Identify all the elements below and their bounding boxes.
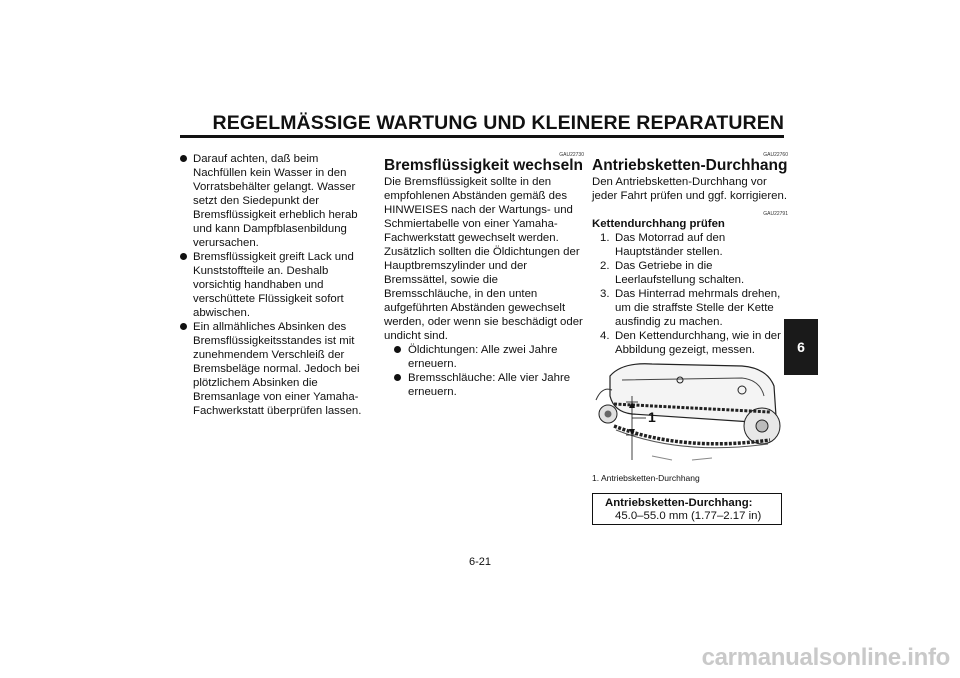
spec-box [592, 493, 782, 525]
spec-label: Antriebsketten-Durchhang: [605, 497, 753, 509]
list-item: 4. Den Kettendurchhang, wie in der Abbildung gezeigt, messen. [600, 330, 781, 356]
page-title: REGELMÄSSIGE WARTUNG UND KLEINERE REPARATUREN [212, 112, 784, 134]
bullet-icon [394, 374, 401, 381]
chain-drawing [592, 356, 782, 468]
bullet-icon [180, 253, 187, 260]
steps-list [592, 231, 788, 357]
list-item: Bremsflüssigkeit greift Lack und Kunststoffteile an. Deshalb vorsichtig handhaben und verschüttete Flüssigkeit sofort abwischen. [178, 250, 374, 320]
list-item: 3. Das Hinterrad mehrmals drehen, um die straffste Stelle der Kette ausfindig zu machen. [600, 288, 781, 328]
list-item: Öldichtungen: Alle zwei Jahre erneuern. [384, 343, 584, 371]
section-heading: Antriebsketten-Durchhang [592, 157, 788, 174]
section-code: GAU22760 [763, 152, 788, 158]
column-2 [384, 152, 584, 399]
figure-caption: 1. Antriebsketten-Durchhang [592, 473, 700, 483]
page-number: 6-21 [468, 556, 492, 568]
column-3 [592, 152, 788, 357]
header-rule [180, 135, 784, 138]
bullet-icon [180, 323, 187, 330]
section-intro: Den Antriebsketten-Durchhang vor jeder Fahrt prüfen und ggf. korrigieren. [592, 176, 788, 202]
column-1 [178, 152, 374, 418]
list-item: 2. Das Getriebe in die Leerlaufstellung schalten. [600, 260, 745, 286]
list-item: 1. Das Motorrad auf den Hauptständer stellen. [600, 232, 726, 258]
section-body: Die Bremsflüssigkeit sollte in den empfohlenen Abständen gemäß des HINWEISES nach der Wartungs- und Schmiertabelle von einer Yamaha-Fachwerkstatt gewechselt werden. Zusätzlich sollten die Öldichtungen der Hauptbremszylinder und der Bremssättel, sowie die Bremsschläuche, in den unten aufgeführten Abständen gewechselt werden, oder wenn sie beschädigt oder undicht sind. [384, 176, 583, 342]
chain-illustration [592, 356, 782, 468]
section-code: GAU22730 [559, 152, 584, 158]
section-heading: Bremsflüssigkeit wechseln [384, 157, 583, 174]
bullet-icon [394, 346, 401, 353]
bullet-icon [180, 155, 187, 162]
watermark: carmanualsonline.info [701, 644, 950, 671]
subsection-code: GAU22791 [763, 211, 788, 217]
subsection-heading: Kettendurchhang prüfen [592, 218, 725, 230]
list-item: Darauf achten, daß beim Nachfüllen kein Wasser in den Vorratsbehälter gelangt. Wasser setzt den Siedepunkt der Bremsflüssigkeit erheblich herab und kann Dampfblasenbildung verursachen. [178, 152, 374, 250]
chapter-tab: 6 [784, 319, 818, 375]
interval-list [384, 343, 584, 399]
list-item: Bremsschläuche: Alle vier Jahre erneuern. [384, 371, 584, 399]
list-item: Ein allmähliches Absinken des Bremsflüssigkeitsstandes ist mit zunehmendem Verschleiß der Bremsbeläge normal. Jedoch bei plötzlichem Absinken die Bremsanlage von einer Yamaha-Fachwerkstatt überprüfen lassen. [178, 320, 374, 418]
spec-value: 45.0–55.0 mm (1.77–2.17 in) [615, 510, 762, 522]
figure-callout: 1 [648, 409, 656, 425]
caution-list [178, 152, 374, 418]
